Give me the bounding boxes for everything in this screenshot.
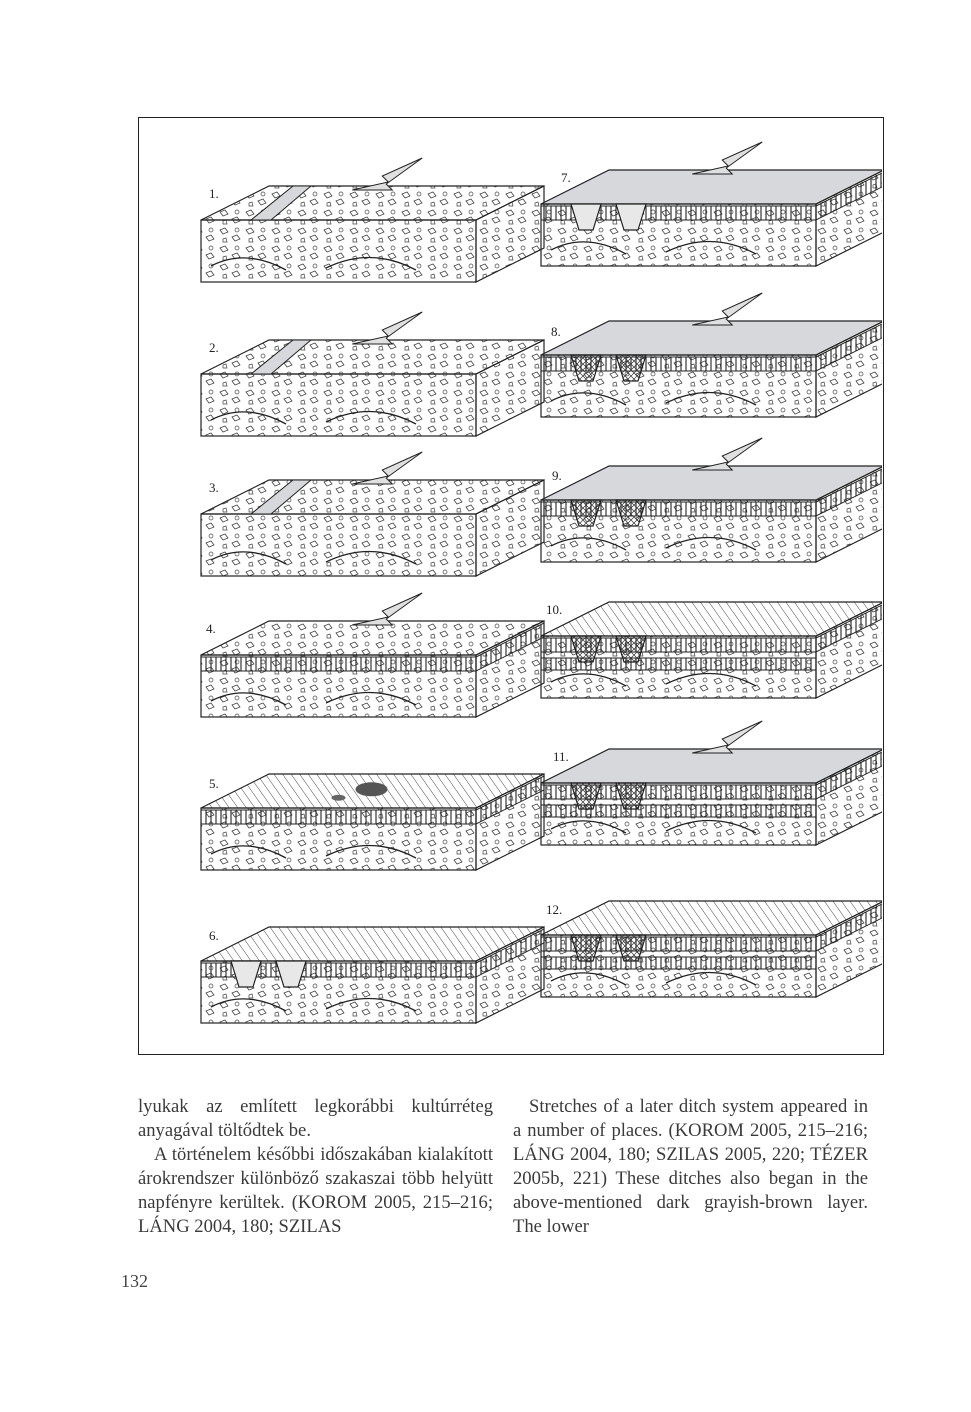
panel-label-5: 5.	[209, 776, 219, 791]
left-column	[138, 1095, 493, 1239]
block-diagram-3	[201, 452, 544, 576]
block-diagram-9	[541, 438, 882, 562]
block-diagram-8	[541, 293, 882, 417]
right-column	[513, 1095, 868, 1239]
panel-label-11: 11.	[553, 749, 569, 764]
block-diagram-4	[201, 593, 544, 717]
stratigraphy-figure	[139, 118, 882, 1053]
panel-label-1: 1.	[209, 186, 219, 201]
block-diagram-5	[201, 774, 544, 870]
panel-label-2: 2.	[209, 340, 219, 355]
block-diagram-2	[201, 312, 544, 436]
block-diagram-1	[201, 158, 544, 282]
block-diagram-7	[541, 142, 882, 266]
page-number: 132	[121, 1271, 148, 1291]
right-paragraph-1: Stretches of a later ditch system appeared in a number of places. (KOROM 2005, 215–216; LÁNG 2004, 180; SZILAS 2005, 220; TÉZER 2005b, 221) These ditches also began in the above-mentioned dark grayish-brown layer. The lower	[513, 1096, 868, 1237]
figure-frame	[138, 117, 884, 1055]
block-diagram-12	[541, 901, 882, 997]
block-diagram-10	[541, 602, 882, 698]
block-diagram-11	[541, 721, 882, 845]
panel-label-4: 4.	[206, 621, 216, 636]
panel-label-3: 3.	[209, 480, 219, 495]
panel-label-12: 12.	[546, 902, 563, 917]
left-paragraph-1: lyukak az említett legkorábbi kultúrréteg anyagával töltődtek be.	[138, 1096, 493, 1141]
panel-label-10: 10.	[546, 602, 563, 617]
panel-label-8: 8.	[551, 324, 561, 339]
panel-label-7: 7.	[561, 170, 571, 185]
panel-label-9: 9.	[552, 468, 562, 483]
panel-label-6: 6.	[209, 928, 219, 943]
block-diagram-6	[201, 927, 544, 1023]
left-paragraph-2: A történelem későbbi időszakában kialakított árokrendszer különböző szakaszai több helyütt napfényre kerültek. (KOROM 2005, 215–216; LÁNG 2004, 180; SZILAS	[138, 1144, 493, 1237]
